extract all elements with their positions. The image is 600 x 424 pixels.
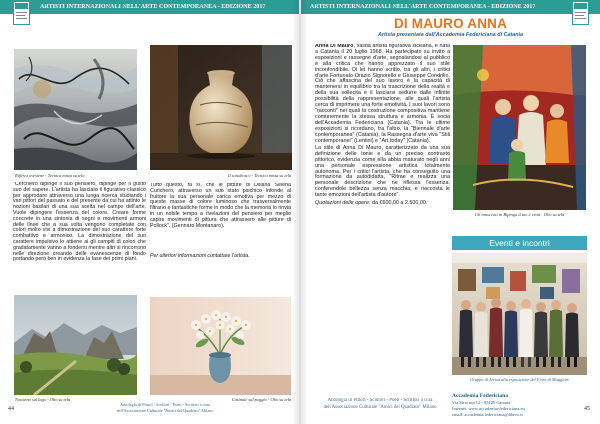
page-number: 45	[584, 406, 590, 412]
events-section-bar: Eventi e incontri	[452, 236, 587, 250]
footer-line: dell'Associazione Culturale "Amici del Quadrato" Milano	[116, 407, 214, 413]
page-footer	[104, 402, 226, 413]
artwork-gli-innocenti	[453, 45, 586, 210]
footer-line: dell'Associazione Culturale "Amici del Quadrato" Milano	[323, 404, 437, 410]
artwork-riflessi-ovestene	[14, 49, 137, 170]
artwork-il-sottobosco	[150, 45, 292, 170]
artwork-caption: Riflessi ovestene - Tecnica mista su tela	[15, 173, 85, 178]
paragraph: Anna Di Mauro, valida artista figurativa siciliana, è nata a Catania il 20 luglio 1968. Ha partecipato su invito a esposizioni e rassegne d'arte, segnalandosi al pubblico e alla critica che hanno apprezzato il suo stile inconfondibile. Di lei hanno scritto, tra gli altri, i critici d'arte Fortunato Orazio Signorello e Giuseppe Condrilio. Ciò che affascina del suo lavoro è la capacità di mantenersi in equilibrio tra la trascrizione della realtà e della sua sollecita e il lasciarsi sedurre dalle infinite possibilità della rappresentazione, alle quali l'artista cerca di imprimere una forte emotività. I suoi lavori sono "racconti" nei quali la costruzione compositiva mantiene comunemente la stessa struttura e armonia. È socia dell'Accademia Federiciana (Catania). Tra le ultime esposizioni si ricordano, tra l'altro, la "Biennale d'arte contemporanea" (Catania), la Rassegna d'arte viva "Stili contemporanei" (Lentini) e "Art today" (Catania).	[315, 44, 450, 144]
academy-address: Via Siracusa 12 - 95129 Catania	[452, 400, 511, 405]
page-header-title: ARTISTI INTERNAZIONALI NELL'ARTE CONTEMPORANEA - EDIZIONE 2017	[40, 4, 266, 10]
footer-line: Antologia di Pittori - Scultori - Poeti - Scrittori a cura	[120, 402, 210, 407]
quotazioni	[315, 201, 450, 207]
artist-subtitle: Artista presentata dall'Accademia Federiciana di Catania	[377, 32, 524, 38]
paragraph: La stile di Anna Di Mauro, caratterizzato da una sua definizione delle tonie e da un preciso contrasto pittorico, evidenzia come ella abbia maturato negli anni una personale espressione artistica totalmente autonoma. Per i critici l'artista, che ha conseguito una formazione da autodidatta, "Ritrae e realizza una personale descrizione che ne riflessa l'essenza, conferendole bellezza senza macchia; e riaccosta le tante emozioni dell'artista d'autore".	[315, 144, 450, 199]
artwork-casinale-sul-poggio	[150, 297, 291, 395]
artwork-caption: Il sottobosco - Tecnica mista su tela	[227, 173, 291, 178]
magazine-logo	[13, 1, 30, 25]
paragraph: Tutto questo, fa sì, che le pitture di Diliana Selena Curichero, attraverso un suo stato psichico infonde al fruitore la sua personale carica emotiva per mezzo di queste masse di colore luminoso che trasversalmente filtrano e fantastiche forme in modo che la memoria lo rinvia in un nobile tempo a rivelazioni del pensiero per meglio capire movimenti di pittura che attrassero alle pitture di Pollock". (Gennaro Montanaro).	[150, 183, 291, 229]
paragraph: "Cerchiero dipinge il suo pensiero, dipinge per il gusto suo del sapere. L'artista ha lasciato il figurativo classico per approdare attraverso una lunga ricerca studiando i vari pittori del passato e del presente da cui ha attinto le nozioni basilari di una sua scelta nel campo dell'arte. Vuole dipingere l'essenza del colore. Creare forme concrete in una sintonia di segni e movimenti armoni delle linee che a sua volta vengono completate con colori molto vivi a dimostrazione del suo carattere forte combattivo e armonico. La dimostrazione del suo carattere impulsivo lo attiene ai gli campiti di colori che gradatamente vanno a fondersi mentre altri si rincorrono nelle direzione creando delle evanescenze di fondo portando però ben in evidenza la fase dei primi piani.	[13, 182, 146, 263]
academy-website-link[interactable]: Internet: www.accademia-federiciana.eu	[452, 406, 525, 411]
event-group-photo	[452, 253, 587, 375]
academy-email-link[interactable]: email: accademia.federiciana@libero.it	[452, 412, 523, 417]
artwork-caption: Notturno sul lago - Olio su tela	[15, 397, 71, 402]
academy-contact-block	[452, 393, 576, 418]
page-number: 44	[8, 406, 14, 412]
contact-note: Per ulteriori informazioni contattare l'artista.	[150, 253, 250, 259]
photo-caption: Gruppo di Artisti alla esposizione del Fiore di Maggiore	[469, 377, 570, 382]
artwork-caption: Gli innocenti in Bipingo il tuo e venti - Olio su tela	[474, 212, 565, 217]
quotazioni-value: da €600,00 a 2.500,00.	[371, 199, 428, 206]
right-page	[301, 0, 600, 424]
artist-name-lead: Anna Di Mauro	[315, 44, 354, 49]
critique-text-right	[150, 183, 291, 251]
page-header-title: ARTISTI INTERNAZIONALI NELL'ARTE CONTEMPORANEA - EDIZIONE 2017	[310, 4, 536, 10]
academy-name: Accademia Federiciana	[452, 393, 509, 399]
left-page	[0, 0, 299, 424]
artwork-notturno-sul-lago	[14, 295, 137, 395]
artist-biography	[315, 44, 450, 264]
page-footer	[309, 398, 451, 411]
artist-title: DI MAURO ANNA	[393, 16, 508, 31]
artwork-caption: Casinale sul poggio - Olio su tela	[231, 397, 291, 402]
quotazioni-label: Quotazioni delle opere:	[315, 199, 371, 206]
footer-line: Antologia di Pittori - Scultori - Poeti - Scrittori a cura	[327, 398, 433, 403]
critique-text-left	[13, 182, 146, 294]
